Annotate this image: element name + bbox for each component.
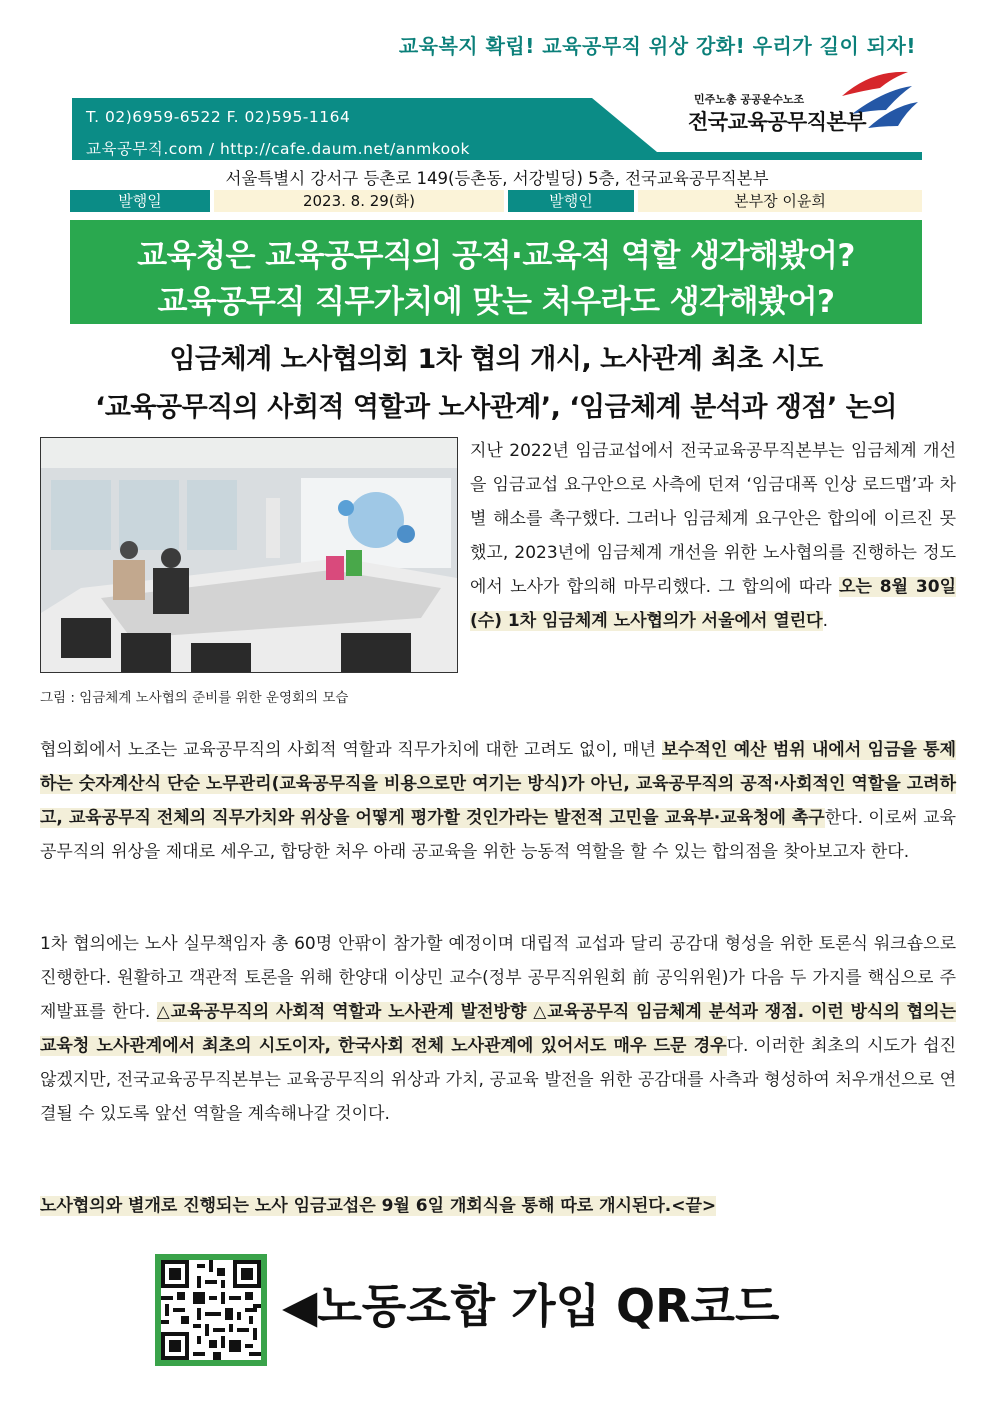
paragraph-4 xyxy=(40,1189,956,1223)
headline-banner xyxy=(70,220,922,324)
photo-caption: 그림 : 임금체계 노사협의 준비를 위한 운영회의 모습 xyxy=(40,690,349,706)
paragraph-1-end: . xyxy=(822,611,828,631)
union-logo xyxy=(682,66,922,136)
paragraph-3 xyxy=(40,927,956,1131)
headline-line2: 교육공무직 직무가치에 맞는 처우라도 생각해봤어? xyxy=(157,284,835,320)
paragraph-1 xyxy=(470,434,956,638)
publication-info xyxy=(70,190,922,212)
paragraph-2-highlight: 보수적인 예산 범위 내에서 임금을 통제하는 숫자계산식 단순 노무관리(교육공무직을 비용으로만 여기는 방식)가 아닌, 교육공무직의 공적·사회적인 역할을 고려하고, 교육공무직 전체의 직무가치와 위상을 어떻게 평가할 것인가라는 발전적 고민을 교육부·교육청에 촉구 xyxy=(40,740,956,828)
contact-phone: T. 02)6959-6522 F. 02)595-1164 xyxy=(86,108,351,126)
qr-label: ◀노동조합 가입 QR코드 xyxy=(282,1279,780,1333)
paragraph-2-text1: 협의회에서 노조는 교육공무직의 사회적 역할과 직무가치에 대한 고려도 없이, 매년 xyxy=(40,740,662,760)
contact-website[interactable]: 교육공무직.com / http://cafe.daum.net/anmkook xyxy=(86,140,471,158)
paragraph-2-text2: 한다. 이로써 교육공무직의 위상을 제대로 세우고, 합당한 처우 아래 공교육을 위한 능동적 역할을 할 수 있는 합의점을 찾아보고자 한다. xyxy=(40,808,957,862)
paragraph-3-text1: 1차 협의에는 노사 실무책임자 총 60명 안팎이 참가할 예정이며 대립적 교섭과 달리 공감대 형성을 위한 토론식 워크숍으로 진행한다. 원활하고 객관적 토론을 위해 한양대 이상민 교수(정부 공무직위원회 前 공익위원)가 다음 두 가지를 핵심으로 주제발표를 한다. xyxy=(40,934,956,1022)
meeting-photo xyxy=(40,437,458,673)
subheadline-line2: ‘교육공무직의 사회적 역할과 노사관계’, ‘임금체계 분석과 쟁점’ 논의 xyxy=(95,392,897,423)
address: 서울특별시 강서구 등촌로 149(등촌동, 서강빌딩) 5층, 전국교육공무직본부 xyxy=(225,169,769,188)
paragraph-1-text: 지난 2022년 임금교섭에서 전국교육공무직본부는 임금체계 개선을 임금교섭 요구안으로 사측에 던져 ‘임금대폭 인상 로드맵’과 차별 해소를 촉구했다. 그러나 임금체계 요구안은 합의에 이르진 못했고, 2023년에 임금체계 개선을 위한 노사협의를 진행하는 정도에서 노사가 합의해 마무리했다. 그 합의에 따라 xyxy=(470,441,956,597)
paragraph-3-highlight: △교육공무직의 사회적 역할과 노사관계 발전방향 △교육공무직 임금체계 분석과 쟁점. 이런 방식의 협의는 교육청 노사관계에서 최초의 시도이자, 한국사회 전체 노사관계에 있어서도 매우 드문 경우 xyxy=(40,1002,956,1056)
qr-code[interactable] xyxy=(155,1254,267,1366)
date-value: 2023. 8. 29(화) xyxy=(214,190,504,212)
publisher-value: 본부장 이윤희 xyxy=(638,190,922,212)
paragraph-4-highlight: 노사협의와 별개로 진행되는 노사 임금교섭은 9월 6일 개회식을 통해 따로 개시된다.<끝> xyxy=(40,1196,717,1216)
headline-line1: 교육청은 교육공무직의 공적·교육적 역할 생각해봤어? xyxy=(137,238,855,274)
publisher-label: 발행인 xyxy=(508,190,634,212)
paragraph-3-text2: 다. 이러한 최초의 시도가 쉽진 않겠지만, 전국교육공무직본부는 교육공무직의 위상과 가치, 공교육 발전을 위한 공감대를 사측과 형성하여 처우개선으로 연결될 수 있도록 앞선 역할을 계속해나갈 것이다. xyxy=(40,1036,956,1124)
date-label: 발행일 xyxy=(70,190,210,212)
paragraph-1-highlight: 오는 8월 30일(수) 1차 임금체계 노사협의가 서울에서 열린다 xyxy=(470,577,956,631)
slogan: 교육복지 확립! 교육공무직 위상 강화! 우리가 길이 되자! xyxy=(398,34,916,58)
subheadline-line1: 임금체계 노사협의회 1차 협의 개시, 노사관계 최초 시도 xyxy=(169,344,823,375)
paragraph-2 xyxy=(40,733,956,869)
qr-code-icon xyxy=(161,1260,261,1360)
logo-title: 전국교육공무직본부 xyxy=(688,110,867,134)
logo-subtitle: 민주노총 공공운수노조 xyxy=(694,93,805,106)
